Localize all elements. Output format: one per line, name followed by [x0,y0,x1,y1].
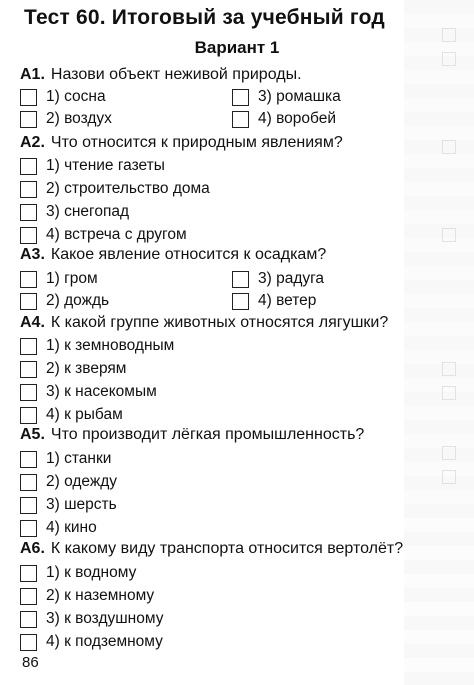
question-a1 [20,66,460,84]
option-label: 1) гром [46,270,98,287]
option-label: 2) дождь [46,292,110,309]
answer-option[interactable] [20,110,112,128]
question-text: К какому виду транспорта относится вертолёт? [50,540,404,557]
option-label: 4) к рыбам [46,406,123,423]
answer-checkbox[interactable] [20,611,37,628]
answer-checkbox[interactable] [20,227,37,244]
question-a2 [20,134,460,152]
option-label: 1) к водному [46,564,137,581]
answer-checkbox[interactable] [20,565,37,582]
option-label: 4) к подземному [46,633,163,650]
answer-option[interactable] [20,473,117,491]
answer-checkbox[interactable] [20,158,37,175]
answer-option[interactable] [20,610,163,628]
answer-option[interactable] [20,383,157,401]
option-label: 2) к зверям [46,360,127,377]
answer-checkbox[interactable] [20,293,37,310]
answer-option[interactable] [20,519,97,537]
question-number: А5. [20,426,45,443]
option-label: 4) ветер [258,292,317,309]
question-a4 [20,314,460,332]
option-label: 4) кино [46,519,97,536]
option-label: 1) сосна [46,88,106,105]
answer-checkbox[interactable] [232,111,249,128]
answer-option[interactable] [20,360,126,378]
question-text: Какое явление относится к осадкам? [50,246,327,263]
answer-checkbox[interactable] [20,204,37,221]
option-label: 3) снегопад [46,203,130,220]
question-number: А3. [20,246,45,263]
question-a3 [20,246,460,264]
answer-checkbox[interactable] [20,384,37,401]
test-title: Тест 60. Итоговый за учебный год [24,6,385,29]
option-label: 1) чтение газеты [46,157,165,174]
answer-option[interactable] [20,203,129,221]
answer-checkbox[interactable] [20,89,37,106]
answer-option[interactable] [20,226,187,244]
answer-option[interactable] [20,450,111,468]
question-number: А6. [20,540,45,557]
answer-checkbox[interactable] [20,497,37,514]
option-label: 4) встреча с другом [46,226,187,243]
answer-checkbox[interactable] [232,293,249,310]
answer-option[interactable] [20,406,123,424]
answer-option[interactable] [20,292,109,310]
option-label: 3) к насекомым [46,383,157,400]
answer-checkbox[interactable] [20,338,37,355]
option-label: 3) радуга [258,270,325,287]
option-label: 2) воздух [46,110,112,127]
question-number: А1. [20,66,45,83]
question-a5 [20,426,460,444]
answer-option[interactable] [232,270,324,288]
answer-option[interactable] [20,88,106,106]
answer-checkbox[interactable] [232,271,249,288]
answer-option[interactable] [20,180,210,198]
option-label: 2) строительство дома [46,180,210,197]
option-label: 2) к наземному [46,587,155,604]
answer-option[interactable] [232,110,336,128]
answer-option[interactable] [20,270,98,288]
answer-option[interactable] [232,292,316,310]
option-label: 2) одежду [46,473,118,490]
page-number: 86 [22,654,39,671]
question-number: А2. [20,134,45,151]
answer-checkbox[interactable] [20,361,37,378]
option-label: 3) шерсть [46,496,117,513]
answer-checkbox[interactable] [20,634,37,651]
answer-option[interactable] [20,633,163,651]
answer-option[interactable] [20,337,174,355]
option-label: 1) станки [46,450,112,467]
option-label: 3) ромашка [258,88,341,105]
answer-option[interactable] [20,157,165,175]
question-a6 [20,540,460,558]
question-text: Что относится к природным явлениям? [50,134,343,151]
answer-option[interactable] [20,587,154,605]
answer-checkbox[interactable] [20,451,37,468]
question-text: К какой группе животных относятся лягушки? [50,314,389,331]
option-label: 1) к земноводным [46,337,175,354]
answer-checkbox[interactable] [20,520,37,537]
option-label: 3) к воздушному [46,610,164,627]
answer-checkbox[interactable] [20,407,37,424]
variant-heading: Вариант 1 [194,38,280,57]
question-text: Назови объект неживой природы. [50,66,302,83]
answer-checkbox[interactable] [20,271,37,288]
option-label: 4) воробей [258,110,336,127]
answer-checkbox[interactable] [20,181,37,198]
answer-checkbox[interactable] [232,89,249,106]
answer-checkbox[interactable] [20,474,37,491]
answer-option[interactable] [20,496,117,514]
answer-option[interactable] [232,88,341,106]
question-text: Что производит лёгкая промышленность? [50,426,365,443]
answer-checkbox[interactable] [20,588,37,605]
answer-checkbox[interactable] [20,111,37,128]
answer-option[interactable] [20,564,136,582]
question-number: А4. [20,314,45,331]
